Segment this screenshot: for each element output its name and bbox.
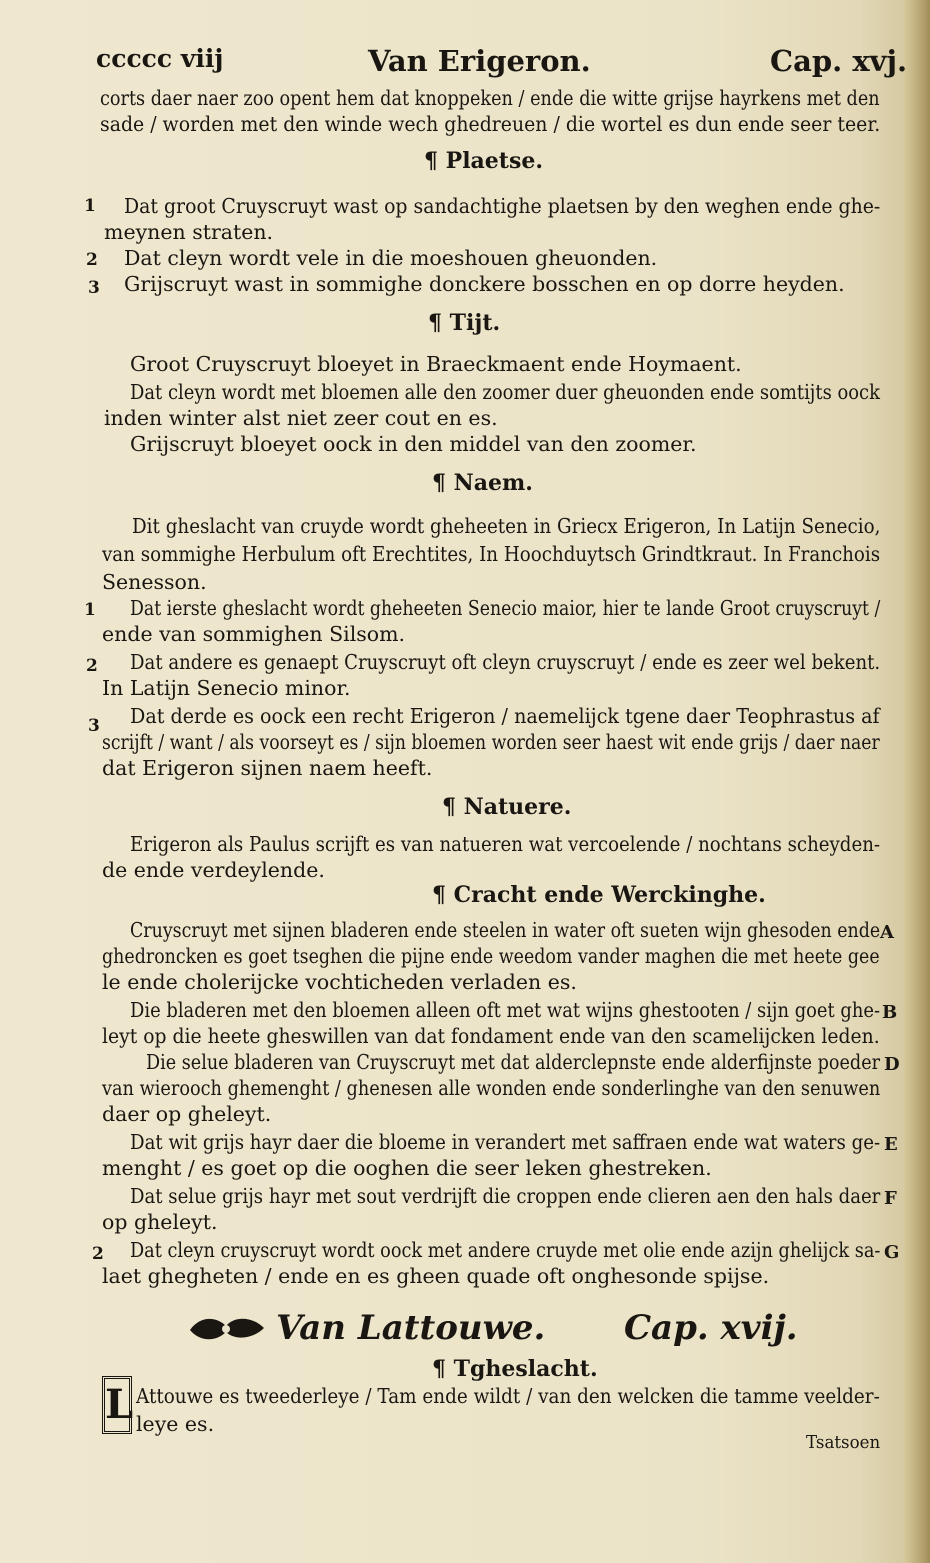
text-line: laet ghegheten / ende en es gheen quade oft onghesonde spijse. [102, 1264, 770, 1288]
text-line: Dat cleyn wordt vele in die moeshouen gheuonden. [124, 246, 658, 270]
margin-letter: F [884, 1188, 897, 1209]
text-line: Dat cleyn cruyscruyt wordt oock met andere cruyde met olie ende azijn ghelijck sa- [130, 1238, 881, 1262]
text-line: Dat andere es genaept Cruyscruyt oft cleyn cruyscruyt / ende es zeer wel bekent. [130, 650, 881, 674]
text-line: de ende verdeylende. [102, 858, 325, 882]
text-line: op gheleyt. [102, 1210, 218, 1234]
section-heading-cracht: ¶ Cracht ende Werckinghe. [432, 882, 766, 908]
text-line: leye es. [136, 1412, 215, 1436]
text-line: Dit gheslacht van cruyde wordt gheheeten in Griecx Erigeron, In Latijn Senecio, [132, 514, 881, 538]
text-line: le ende cholerijcke vochticheden verladen es. [102, 970, 577, 994]
text-line: sade / worden met den winde wech ghedreuen / die wortel es dun ende seer teer. [100, 112, 881, 136]
margin-letter: A [880, 922, 894, 943]
text-line: Dat wit grijs hayr daer die bloeme in verandert met saffraen ende wat waters ge- [130, 1130, 881, 1154]
margin-number: 3 [88, 716, 100, 736]
text-line: Dat selue grijs hayr met sout verdrijft die croppen ende clieren aen den hals daer [130, 1184, 881, 1208]
running-title: Van Erigeron. [368, 44, 591, 78]
fleuron-ornament-icon [186, 1308, 270, 1348]
text-line: ghedroncken es goet tseghen die pijne ende weedom vander maghen die met heete gee [102, 944, 880, 968]
section-heading-gheslacht: ¶ Tgheslacht. [432, 1356, 598, 1382]
section-heading-natuere: ¶ Natuere. [442, 794, 572, 820]
text-line: Cruyscruyt met sijnen bladeren ende steelen in water oft sueten wijn ghesoden ende [130, 918, 881, 942]
text-line: daer op gheleyt. [102, 1102, 272, 1126]
text-line: Erigeron als Paulus scrijft es van natueren wat vercoelende / nochtans scheyden- [130, 832, 881, 856]
margin-number: 1 [84, 196, 96, 216]
text-line: menght / es goet op die ooghen die seer leken ghestreken. [102, 1156, 712, 1180]
page-gutter [904, 0, 930, 1563]
text-line: van wierooch ghemenght / ghenesen alle wonden ende sonderlinghe van den senuwen [102, 1076, 881, 1100]
text-line: dat Erigeron sijnen naem heeft. [102, 756, 433, 780]
margin-letter: G [884, 1242, 900, 1263]
text-line: Dat ierste gheslacht wordt gheheeten Senecio maior, hier te lande Groot cruyscruyt / [130, 596, 881, 620]
text-line: Senesson. [102, 570, 207, 594]
text-line: Dat derde es oock een recht Erigeron / naemelijck tgene daer Teophrastus af [130, 704, 880, 728]
margin-letter: B [882, 1002, 898, 1023]
margin-number: 2 [92, 1244, 104, 1264]
text-line: ende van sommighen Silsom. [102, 622, 406, 646]
text-line: inden winter alst niet zeer cout en es. [104, 406, 498, 430]
text-line: Dat cleyn wordt met bloemen alle den zoomer duer gheuonden ende somtijts oock [130, 380, 880, 404]
drop-cap: L [102, 1376, 132, 1434]
folio-number: ccccc viij [96, 44, 224, 73]
next-chapter-title: Van Lattouwe. [276, 1308, 546, 1348]
margin-number: 3 [88, 278, 100, 298]
text-line: corts daer naer zoo opent hem dat knoppeken / ende die witte grijse hayrkens met den [100, 86, 880, 110]
text-line: Grijscruyt bloeyet oock in den middel van den zoomer. [130, 432, 697, 456]
text-line: Dat groot Cruyscruyt wast op sandachtighe plaetsen by den weghen ende ghe- [124, 194, 881, 218]
margin-number: 2 [86, 250, 98, 270]
text-line: Die bladeren met den bloemen alleen oft met wat wijns ghestooten / sijn goet ghe- [130, 998, 881, 1022]
next-chapter-number: Cap. xvij. [624, 1308, 798, 1348]
text-line: In Latijn Senecio minor. [102, 676, 351, 700]
text-line: Grijscruyt wast in sommighe donckere bosschen en op dorre heyden. [124, 272, 845, 296]
catchword: Tsatsoen [806, 1432, 881, 1453]
margin-number: 1 [84, 600, 96, 620]
margin-letter: D [884, 1054, 900, 1075]
text-line: Attouwe es tweederleye / Tam ende wildt / van den welcken die tamme veelder- [136, 1384, 880, 1408]
text-line: scrijft / want / als voorseyt es / sijn bloemen worden seer haest wit ende grijs / daer naer [102, 730, 880, 754]
chapter-number: Cap. xvj. [770, 44, 908, 78]
margin-letter: E [884, 1134, 898, 1155]
section-heading-tijt: ¶ Tijt. [428, 310, 501, 336]
text-line: Groot Cruyscruyt bloeyet in Braeckmaent ende Hoymaent. [130, 352, 742, 376]
text-line: Die selue bladeren van Cruyscruyt met dat alderclepnste ende alderfijnste poeder [146, 1050, 881, 1074]
text-line: leyt op die heete gheswillen van dat fondament ende van den scamelijcken leden. [102, 1024, 880, 1048]
section-heading-naem: ¶ Naem. [432, 470, 533, 496]
section-heading-plaetse: ¶ Plaetse. [424, 148, 544, 174]
margin-number: 2 [86, 656, 98, 676]
text-line: meynen straten. [104, 220, 274, 244]
text-line: van sommighe Herbulum oft Erechtites, In Hoochduytsch Grindtkraut. In Franchois [102, 542, 881, 566]
